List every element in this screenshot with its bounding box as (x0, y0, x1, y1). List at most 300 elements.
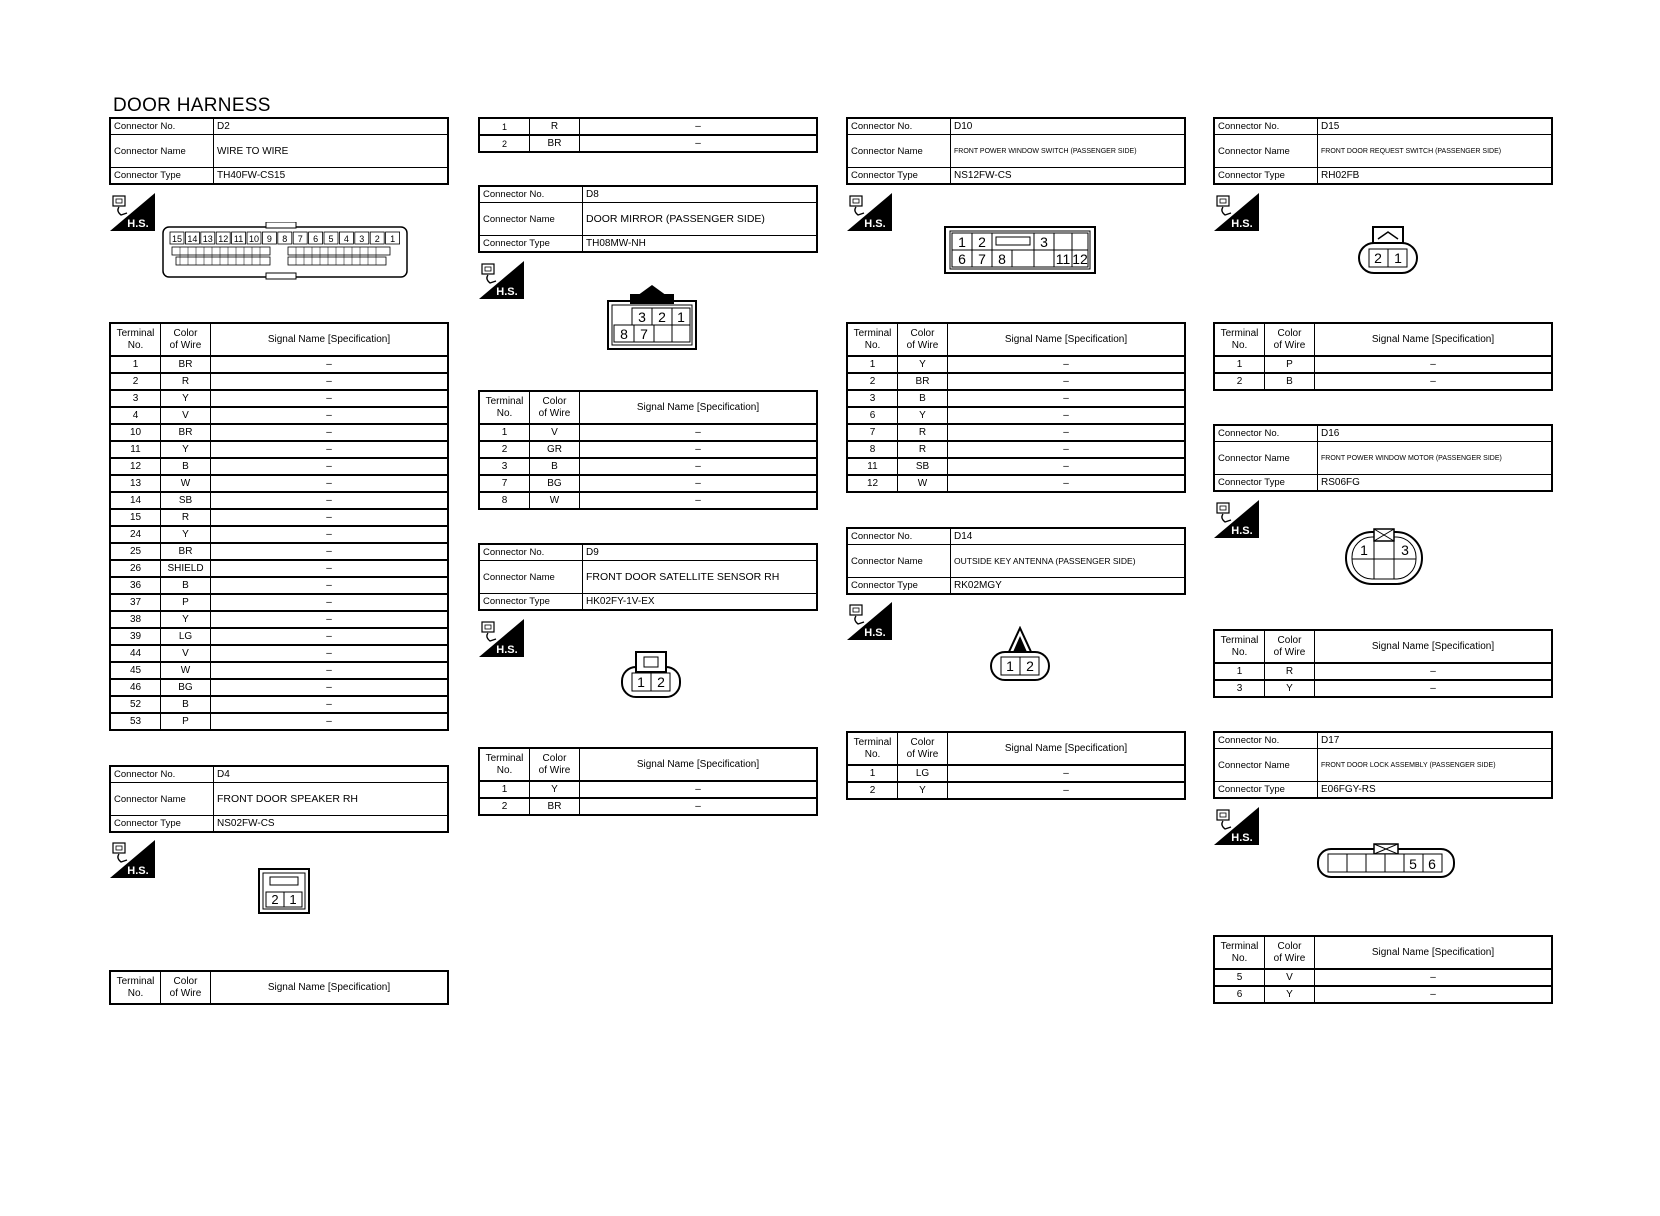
signal-name-cell: – (580, 118, 818, 135)
d16-connector-info (1213, 424, 1553, 492)
label-connector-type: Connector Type (847, 578, 951, 595)
header-terminal-no: Terminal No. (110, 323, 161, 356)
wire-color-cell: SB (898, 458, 948, 475)
terminal-no-cell: 3 (1214, 680, 1265, 697)
signal-name-cell: – (211, 441, 449, 458)
table-row (110, 560, 448, 577)
header-terminal-no: Terminal No. (479, 391, 530, 424)
table-row (110, 594, 448, 611)
d10-connector-face (944, 226, 1096, 279)
wire-color-cell: V (161, 645, 211, 662)
label-connector-no: Connector No. (847, 528, 951, 545)
d2-terminal-table (109, 322, 449, 731)
table-row (847, 765, 1185, 782)
label-connector-no: Connector No. (479, 544, 583, 561)
d2-pin-label: 4 (343, 234, 349, 244)
terminal-no-cell: 25 (110, 543, 161, 560)
terminal-no-cell: 2 (479, 135, 530, 152)
d2-pin-label: 5 (328, 234, 334, 244)
wire-color-cell: P (161, 713, 211, 730)
terminal-no-cell: 10 (110, 424, 161, 441)
wire-color-cell: Y (898, 356, 948, 373)
label-connector-type: Connector Type (1214, 782, 1318, 799)
wire-color-cell: B (898, 390, 948, 407)
label-connector-no: Connector No. (1214, 732, 1318, 749)
signal-name-cell: – (580, 441, 818, 458)
d9-connector-info (478, 543, 818, 611)
wire-color-cell: Y (1265, 986, 1315, 1003)
wire-color-cell: Y (161, 441, 211, 458)
terminal-no-cell: 37 (110, 594, 161, 611)
wire-color-cell: R (898, 424, 948, 441)
table-row (847, 390, 1185, 407)
signal-name-cell: – (211, 424, 449, 441)
hs-text: H.S. (127, 865, 149, 877)
d10-pin-label: 6 (958, 251, 966, 267)
signal-name-cell: – (211, 373, 449, 390)
table-row (479, 798, 817, 815)
d10-terminal-table (846, 322, 1186, 493)
table-row (479, 458, 817, 475)
signal-name-cell: – (580, 798, 818, 815)
signal-name-cell: – (948, 475, 1186, 492)
d2-pin-label: 9 (266, 234, 272, 244)
d4-connector-no: D4 (214, 766, 449, 783)
d17-pin-label: 5 (1409, 856, 1417, 872)
terminal-no-cell: 53 (110, 713, 161, 730)
d17-connector-no: D17 (1318, 732, 1553, 749)
wire-color-cell: Y (161, 611, 211, 628)
label-connector-type: Connector Type (1214, 168, 1318, 185)
signal-name-cell: – (211, 458, 449, 475)
table-row (110, 390, 448, 407)
wire-color-cell: BR (161, 356, 211, 373)
wire-color-cell: Y (161, 390, 211, 407)
wire-color-cell: Y (161, 526, 211, 543)
d10-pin-label: 2 (978, 234, 986, 250)
d8-pin-label: 2 (658, 309, 666, 325)
d8-connector-no: D8 (583, 186, 818, 203)
terminal-no-cell: 3 (479, 458, 530, 475)
table-row (847, 373, 1185, 390)
d2-pin-label: 1 (390, 234, 396, 244)
label-connector-type: Connector Type (847, 168, 951, 185)
table-row (847, 356, 1185, 373)
hs-text: H.S. (1231, 832, 1253, 844)
signal-name-cell: – (211, 475, 449, 492)
terminal-no-cell: 2 (847, 373, 898, 390)
hs-text: H.S. (496, 286, 518, 298)
hs-icon (479, 261, 524, 299)
label-connector-no: Connector No. (479, 186, 583, 203)
table-row (847, 782, 1185, 799)
header-signal-name: Signal Name [Specification] (948, 323, 1186, 356)
signal-name-cell: – (211, 390, 449, 407)
d2-pin-label: 10 (248, 234, 260, 244)
d4-terminal-table-continued (478, 117, 818, 153)
d15-connector-face (1356, 225, 1420, 280)
d10-pin-label: 8 (998, 251, 1006, 267)
signal-name-cell: – (948, 765, 1186, 782)
hs-icon (847, 193, 892, 231)
signal-name-cell: – (580, 492, 818, 509)
table-row (110, 424, 448, 441)
table-row (110, 356, 448, 373)
d9-connector-face (620, 651, 682, 704)
table-row (110, 628, 448, 645)
hs-icon (479, 619, 524, 657)
label-connector-no: Connector No. (110, 766, 214, 783)
wire-color-cell: BR (161, 424, 211, 441)
terminal-no-cell: 1 (479, 424, 530, 441)
label-connector-type: Connector Type (110, 816, 214, 833)
hs-text: H.S. (864, 218, 886, 230)
d2-connector-info (109, 117, 449, 185)
wire-color-cell: GR (530, 441, 580, 458)
signal-name-cell: – (580, 458, 818, 475)
d15-pin-label: 2 (1374, 250, 1382, 266)
header-color-of-wire: Color of Wire (1265, 630, 1315, 663)
wire-color-cell: V (530, 424, 580, 441)
d4-terminal-table-header (109, 970, 449, 1005)
d10-pin-label: 12 (1072, 251, 1088, 267)
wire-color-cell: Y (530, 781, 580, 798)
signal-name-cell: – (580, 781, 818, 798)
signal-name-cell: – (580, 475, 818, 492)
label-connector-name: Connector Name (847, 135, 951, 168)
terminal-no-cell: 7 (847, 424, 898, 441)
table-row (1214, 373, 1552, 390)
signal-name-cell: – (948, 373, 1186, 390)
d8-terminal-table (478, 390, 818, 510)
hs-icon (1214, 807, 1259, 845)
wire-color-cell: B (161, 577, 211, 594)
terminal-no-cell: 1 (847, 765, 898, 782)
d16-connector-name: FRONT POWER WINDOW MOTOR (PASSENGER SIDE) (1318, 442, 1553, 475)
terminal-no-cell: 1 (479, 781, 530, 798)
signal-name-cell: – (580, 135, 818, 152)
signal-name-cell: – (580, 424, 818, 441)
d14-connector-face (988, 626, 1052, 689)
hs-text: H.S. (127, 218, 149, 230)
wire-color-cell: SB (161, 492, 211, 509)
d9-terminal-table (478, 747, 818, 816)
terminal-no-cell: 14 (110, 492, 161, 509)
terminal-no-cell: 6 (1214, 986, 1265, 1003)
signal-name-cell: – (1315, 986, 1553, 1003)
hs-icon (110, 840, 155, 878)
d17-connector-info (1213, 731, 1553, 799)
table-row (479, 118, 817, 135)
table-row (479, 441, 817, 458)
d10-connector-name: FRONT POWER WINDOW SWITCH (PASSENGER SIDE) (951, 135, 1186, 168)
wire-color-cell: R (898, 441, 948, 458)
header-signal-name: Signal Name [Specification] (1315, 630, 1553, 663)
label-connector-type: Connector Type (479, 236, 583, 253)
terminal-no-cell: 1 (110, 356, 161, 373)
d2-pin-label: 11 (233, 234, 244, 244)
d9-connector-name: FRONT DOOR SATELLITE SENSOR RH (583, 561, 818, 594)
d17-terminal-table (1213, 935, 1553, 1004)
terminal-no-cell: 52 (110, 696, 161, 713)
header-terminal-no: Terminal No. (1214, 936, 1265, 969)
d15-connector-info (1213, 117, 1553, 185)
wire-color-cell: B (161, 458, 211, 475)
table-row (479, 492, 817, 509)
wire-color-cell: BR (530, 798, 580, 815)
label-connector-name: Connector Name (847, 545, 951, 578)
signal-name-cell: – (211, 356, 449, 373)
d10-pin-label: 1 (958, 234, 966, 250)
table-row (110, 696, 448, 713)
header-terminal-no: Terminal No. (1214, 323, 1265, 356)
table-row (847, 407, 1185, 424)
table-row (110, 407, 448, 424)
wire-color-cell: SHIELD (161, 560, 211, 577)
d14-terminal-table (846, 731, 1186, 800)
wire-color-cell: BG (530, 475, 580, 492)
label-connector-no: Connector No. (1214, 425, 1318, 442)
terminal-no-cell: 1 (1214, 663, 1265, 680)
terminal-no-cell: 3 (110, 390, 161, 407)
wire-color-cell: LG (898, 765, 948, 782)
table-row (110, 662, 448, 679)
signal-name-cell: – (1315, 356, 1553, 373)
signal-name-cell: – (1315, 663, 1553, 680)
d17-connector-name: FRONT DOOR LOCK ASSEMBLY (PASSENGER SIDE) (1318, 749, 1553, 782)
d10-connector-no: D10 (951, 118, 1186, 135)
table-row (110, 713, 448, 730)
signal-name-cell: – (211, 713, 449, 730)
d2-connector-face (162, 222, 408, 285)
signal-name-cell: – (211, 543, 449, 560)
table-row (110, 645, 448, 662)
wire-color-cell: R (1265, 663, 1315, 680)
signal-name-cell: – (211, 611, 449, 628)
terminal-no-cell: 2 (847, 782, 898, 799)
signal-name-cell: – (948, 441, 1186, 458)
signal-name-cell: – (211, 407, 449, 424)
d8-connector-name: DOOR MIRROR (PASSENGER SIDE) (583, 203, 818, 236)
d15-pin-label: 1 (1394, 250, 1402, 266)
label-connector-no: Connector No. (1214, 118, 1318, 135)
table-row (847, 458, 1185, 475)
signal-name-cell: – (1315, 969, 1553, 986)
header-color-of-wire: Color of Wire (530, 748, 580, 781)
header-signal-name: Signal Name [Specification] (211, 971, 449, 1004)
d8-pin-label: 8 (620, 326, 628, 342)
table-row (110, 577, 448, 594)
terminal-no-cell: 8 (847, 441, 898, 458)
header-terminal-no: Terminal No. (110, 971, 161, 1004)
d9-connector-no: D9 (583, 544, 818, 561)
d8-pin-label: 1 (677, 309, 685, 325)
table-row (1214, 986, 1552, 1003)
label-connector-type: Connector Type (1214, 475, 1318, 492)
wire-color-cell: Y (898, 407, 948, 424)
header-color-of-wire: Color of Wire (530, 391, 580, 424)
table-row (110, 475, 448, 492)
terminal-no-cell: 8 (479, 492, 530, 509)
hs-icon (1214, 193, 1259, 231)
header-color-of-wire: Color of Wire (161, 971, 211, 1004)
terminal-no-cell: 2 (110, 373, 161, 390)
header-terminal-no: Terminal No. (479, 748, 530, 781)
d8-pin-label: 3 (638, 309, 646, 325)
wire-color-cell: P (161, 594, 211, 611)
wire-color-cell: P (1265, 356, 1315, 373)
label-connector-type: Connector Type (479, 594, 583, 611)
d2-pin-label: 12 (218, 234, 229, 244)
header-color-of-wire: Color of Wire (898, 732, 948, 765)
label-connector-name: Connector Name (1214, 442, 1318, 475)
d10-connector-type: NS12FW-CS (951, 168, 1186, 185)
terminal-no-cell: 13 (110, 475, 161, 492)
d15-connector-no: D15 (1318, 118, 1553, 135)
hs-text: H.S. (1231, 218, 1253, 230)
d9-pin-label: 2 (657, 674, 665, 690)
d8-pin-label: 7 (640, 326, 648, 342)
terminal-no-cell: 12 (847, 475, 898, 492)
signal-name-cell: – (211, 509, 449, 526)
wire-color-cell: Y (898, 782, 948, 799)
wire-color-cell: R (530, 118, 580, 135)
signal-name-cell: – (948, 390, 1186, 407)
wire-color-cell: R (161, 509, 211, 526)
signal-name-cell: – (211, 628, 449, 645)
terminal-no-cell: 1 (847, 356, 898, 373)
d14-pin-label: 1 (1006, 658, 1014, 674)
d4-connector-info (109, 765, 449, 833)
wire-color-cell: V (161, 407, 211, 424)
wire-color-cell: W (161, 475, 211, 492)
d2-connector-type: TH40FW-CS15 (214, 168, 449, 185)
signal-name-cell: – (211, 526, 449, 543)
header-color-of-wire: Color of Wire (1265, 936, 1315, 969)
wire-color-cell: V (1265, 969, 1315, 986)
wire-color-cell: W (530, 492, 580, 509)
signal-name-cell: – (211, 696, 449, 713)
table-row (1214, 969, 1552, 986)
d2-pin-label: 2 (374, 234, 380, 244)
d16-connector-face (1344, 528, 1424, 591)
wire-color-cell: B (1265, 373, 1315, 390)
d2-pin-label: 6 (313, 234, 319, 244)
wire-color-cell: LG (161, 628, 211, 645)
table-row (110, 526, 448, 543)
label-connector-type: Connector Type (110, 168, 214, 185)
terminal-no-cell: 2 (479, 441, 530, 458)
hs-icon (110, 193, 155, 231)
terminal-no-cell: 11 (110, 441, 161, 458)
d15-connector-name: FRONT DOOR REQUEST SWITCH (PASSENGER SIDE) (1318, 135, 1553, 168)
hs-text: H.S. (1231, 525, 1253, 537)
table-row (479, 475, 817, 492)
d2-top-pin-row (170, 232, 400, 244)
table-row (110, 543, 448, 560)
header-color-of-wire: Color of Wire (898, 323, 948, 356)
table-row (110, 492, 448, 509)
terminal-no-cell: 1 (1214, 356, 1265, 373)
header-signal-name: Signal Name [Specification] (580, 391, 818, 424)
d8-connector-info (478, 185, 818, 253)
d4-connector-face (258, 868, 310, 919)
d2-pin-label: 14 (187, 234, 198, 244)
signal-name-cell: – (948, 782, 1186, 799)
table-row (110, 441, 448, 458)
d9-pin-label: 1 (637, 674, 645, 690)
d4-connector-name: FRONT DOOR SPEAKER RH (214, 783, 449, 816)
table-row (110, 679, 448, 696)
header-terminal-no: Terminal No. (1214, 630, 1265, 663)
d10-pin-label: 11 (1055, 251, 1071, 267)
terminal-no-cell: 2 (479, 798, 530, 815)
terminal-no-cell: 45 (110, 662, 161, 679)
signal-name-cell: – (211, 662, 449, 679)
header-color-of-wire: Color of Wire (1265, 323, 1315, 356)
table-row (110, 458, 448, 475)
d10-pin-label: 3 (1040, 234, 1048, 250)
wire-color-cell: BR (530, 135, 580, 152)
terminal-no-cell: 26 (110, 560, 161, 577)
d2-connector-name: WIRE TO WIRE (214, 135, 449, 168)
d2-pin-label: 13 (202, 234, 213, 244)
page-title: DOOR HARNESS (113, 95, 271, 116)
d17-pin-label: 6 (1428, 856, 1436, 872)
wire-color-cell: BR (161, 543, 211, 560)
signal-name-cell: – (211, 492, 449, 509)
d8-connector-face (606, 283, 698, 356)
wire-color-cell: W (898, 475, 948, 492)
wire-color-cell: B (530, 458, 580, 475)
header-signal-name: Signal Name [Specification] (1315, 323, 1553, 356)
signal-name-cell: – (948, 424, 1186, 441)
label-connector-name: Connector Name (110, 783, 214, 816)
d8-connector-type: TH08MW-NH (583, 236, 818, 253)
d10-pin-label: 7 (978, 251, 986, 267)
d16-pin-label: 1 (1360, 542, 1368, 558)
terminal-no-cell: 1 (479, 118, 530, 135)
terminal-no-cell: 44 (110, 645, 161, 662)
wire-color-cell: R (161, 373, 211, 390)
header-signal-name: Signal Name [Specification] (948, 732, 1186, 765)
table-row (479, 135, 817, 152)
d16-connector-type: RS06FG (1318, 475, 1553, 492)
table-row (110, 373, 448, 390)
table-row (847, 441, 1185, 458)
d15-connector-type: RH02FB (1318, 168, 1553, 185)
d2-connector-no: D2 (214, 118, 449, 135)
d16-terminal-table (1213, 629, 1553, 698)
d2-pin-label: 15 (171, 234, 183, 244)
terminal-no-cell: 12 (110, 458, 161, 475)
terminal-no-cell: 5 (1214, 969, 1265, 986)
table-row (847, 424, 1185, 441)
table-row (1214, 680, 1552, 697)
terminal-no-cell: 2 (1214, 373, 1265, 390)
d9-connector-type: HK02FY-1V-EX (583, 594, 818, 611)
terminal-no-cell: 46 (110, 679, 161, 696)
d17-connector-type: E06FGY-RS (1318, 782, 1553, 799)
label-connector-name: Connector Name (479, 561, 583, 594)
header-color-of-wire: Color of Wire (161, 323, 211, 356)
terminal-no-cell: 15 (110, 509, 161, 526)
wire-color-cell: Y (1265, 680, 1315, 697)
label-connector-no: Connector No. (847, 118, 951, 135)
d4-pin-label: 2 (271, 892, 279, 907)
wire-color-cell: BG (161, 679, 211, 696)
label-connector-name: Connector Name (1214, 135, 1318, 168)
